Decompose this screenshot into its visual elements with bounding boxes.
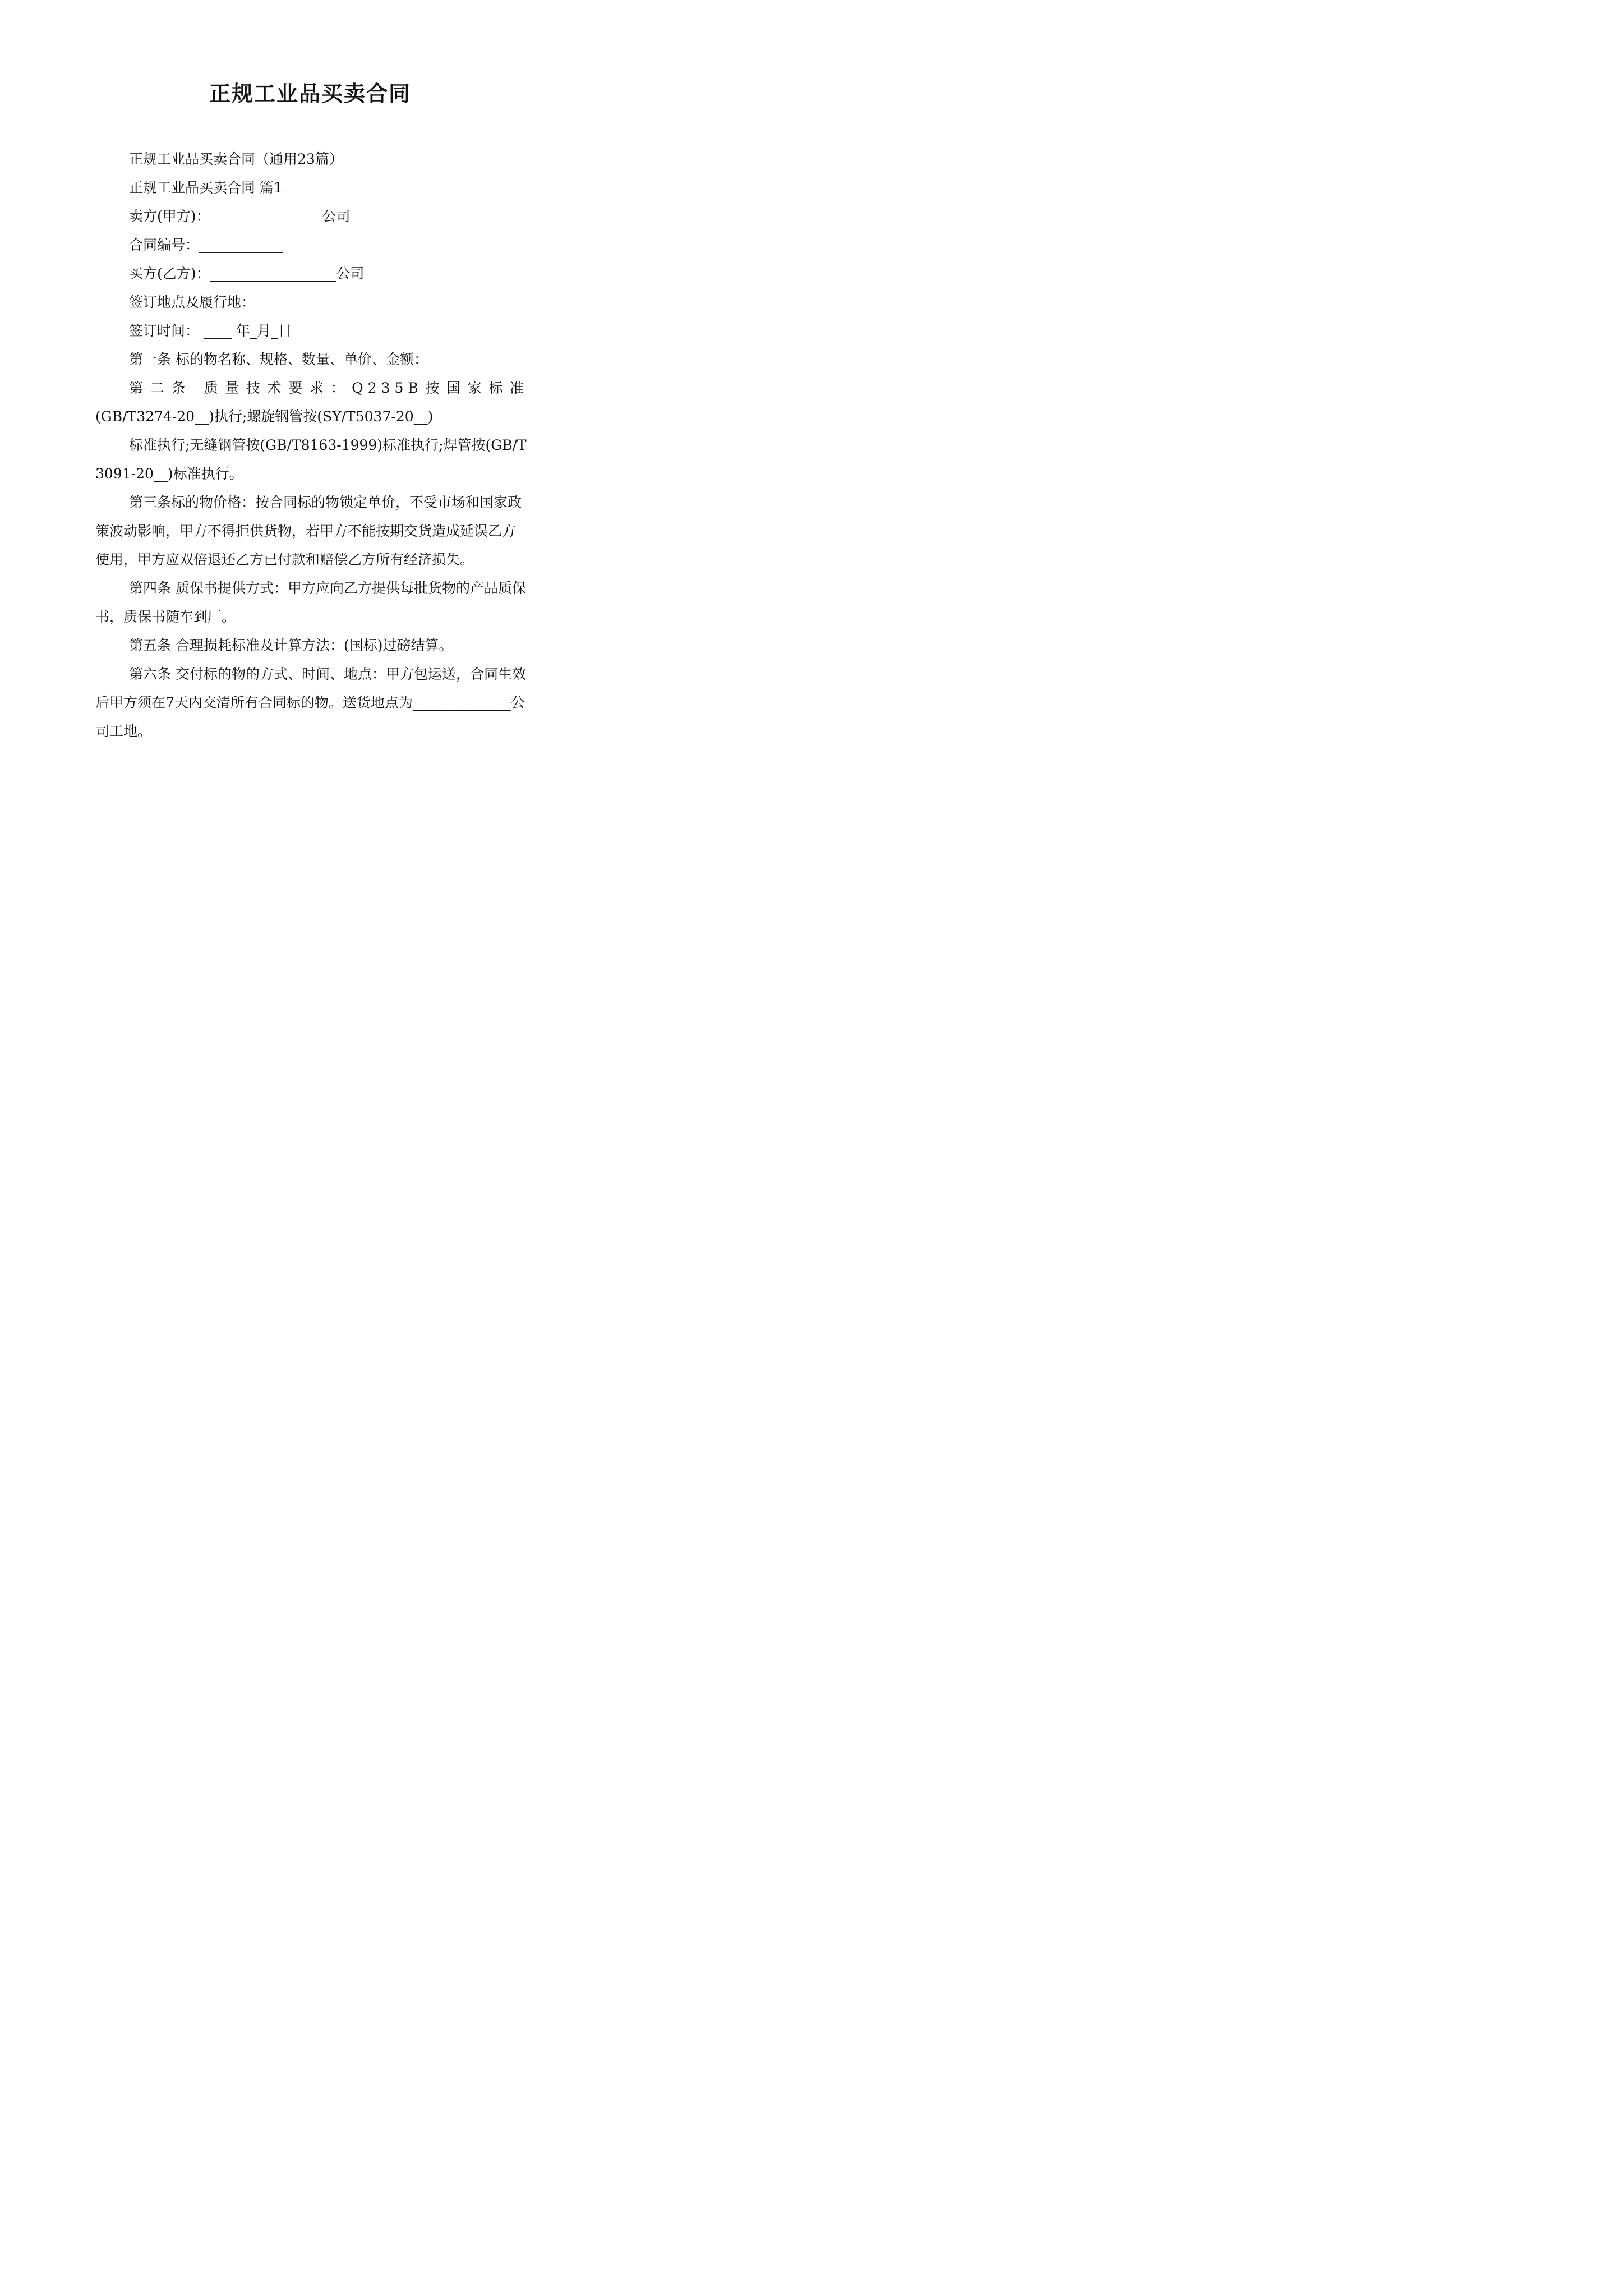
paragraph-part-heading: 正规工业品买卖合同 篇1 xyxy=(129,180,283,196)
paragraph-signing-place: 签订地点及履行地：_______ xyxy=(129,294,305,310)
paragraph-article-5: 第五条 合理损耗标准及计算方法：(国标)过磅结算。 xyxy=(129,637,453,654)
paragraph-seller: 卖方(甲方)：________________公司 xyxy=(129,208,351,224)
paragraph-article-2-standards: 标准执行;无缝钢管按(GB/T8163-1999)标准执行;焊管按(GB/T3091-20__)标准执行。 xyxy=(95,437,527,482)
paragraph-article-2: 第二条 质量技术要求：Q235B按国家标准 xyxy=(129,380,528,396)
document-title: 正规工业品买卖合同 xyxy=(209,81,411,106)
document-body xyxy=(95,145,528,746)
paragraph-article-2-cont: (GB/T3274-20__)执行;螺旋钢管按(SY/T5037-20__) xyxy=(95,408,434,425)
paragraph-article-4: 第四条 质保书提供方式：甲方应向乙方提供每批货物的产品质保书，质保书随车到厂。 xyxy=(95,580,526,625)
paragraph-article-1: 第一条 标的物名称、规格、数量、单价、金额： xyxy=(129,351,428,367)
paragraph-signing-time: 签订时间： ____ 年_月_日 xyxy=(129,323,292,339)
paragraph-article-3: 第三条标的物价格：按合同标的物锁定单价，不受市场和国家政策波动影响，甲方不得拒供货物，若甲方不能按期交货造成延误乙方使用，甲方应双倍退还乙方已付款和赔偿乙方所有经济损失。 xyxy=(95,494,522,568)
paragraph-article-6: 第六条 交付标的物的方式、时间、地点：甲方包运送，合同生效后甲方须在7天内交清所有合同标的物。送货地点为______________公司工地。 xyxy=(95,666,526,739)
paragraph-buyer: 买方(乙方)：__________________公司 xyxy=(129,265,365,282)
paragraph-subtitle: 正规工业品买卖合同（通用23篇） xyxy=(129,151,343,167)
paragraph-contract-number: 合同编号：____________ xyxy=(129,237,284,253)
